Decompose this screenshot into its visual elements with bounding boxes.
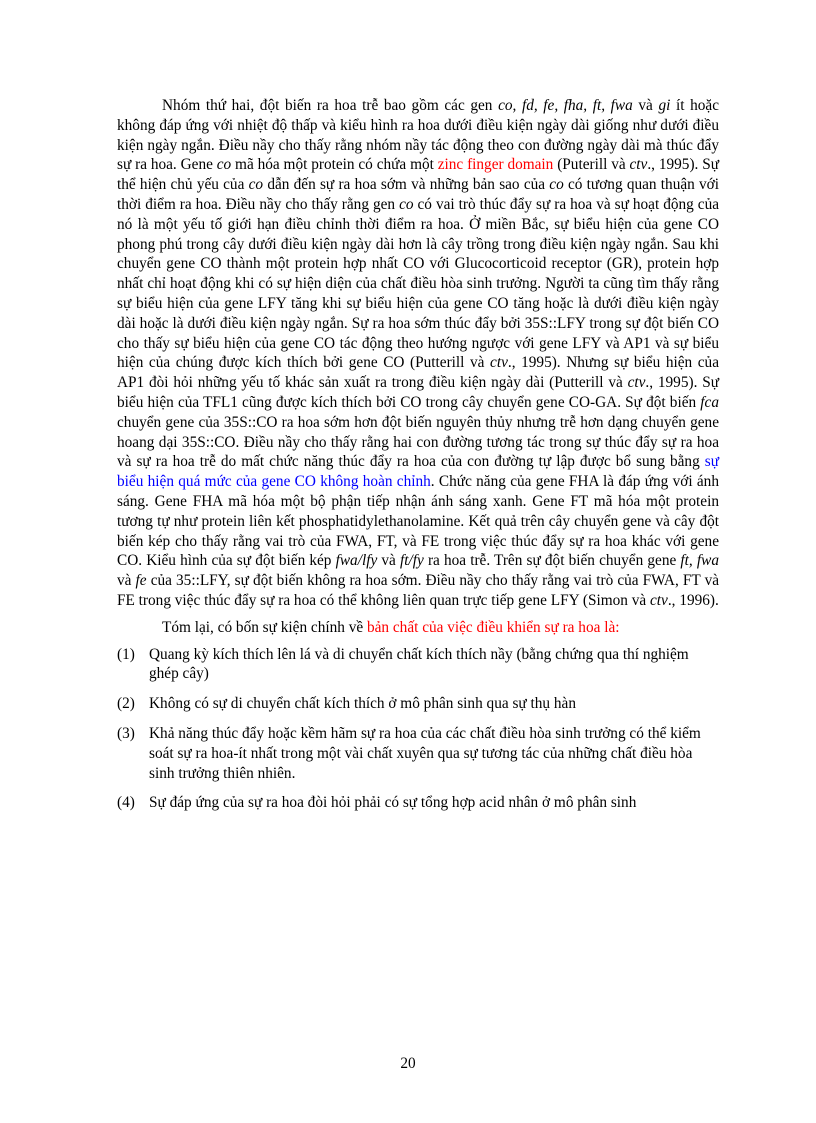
text-run: và <box>632 97 659 114</box>
gene-names-italic: co, fd, fe, fha, ft, fwa <box>498 97 633 114</box>
text-run: Nhóm thứ hai, đột biến ra hoa trễ bao gồm các gen <box>162 97 499 114</box>
text-run: ra hoa trễ. Trên sự đột biến chuyển gene <box>423 552 681 570</box>
text-run: của 35::LFY, sự đột biến không ra hoa sớm. Điều nầy cho thấy rằng vai trò của FWA, FT và FE trong việc thúc đẩy sự ra hoa có thể không liên quan trực tiếp gene LFY (Simon và <box>117 572 720 609</box>
summary-highlight: bản chất của việc điều khiển sự ra hoa là: <box>366 618 620 636</box>
text-run: dẫn đến sự ra hoa sớm và những bản sao của <box>263 176 550 194</box>
citation-ctv: ctv <box>627 374 646 392</box>
key-events-list <box>117 645 719 814</box>
text-run: ., 1995). Sự biểu hiện của TFL1 cũng được kích thích bởi CO trong cây chuyển gene CO-GA. Sự đột biến <box>117 374 719 411</box>
overexpression-highlight: sự biểu hiện quá mức của gene CO không hoàn chỉnh <box>117 453 719 491</box>
text-run: ., 1995). Sự thể hiện chủ yếu của <box>117 156 720 194</box>
list-item <box>117 724 719 783</box>
list-item <box>117 793 719 813</box>
gene-name-italic: co <box>399 195 414 213</box>
text-run: (Puterill và <box>553 156 630 174</box>
citation-ctv: ctv <box>650 591 668 609</box>
list-number: (3) <box>117 724 135 742</box>
text-run: chuyển gene của 35S::CO ra hoa sớm hơn đột biến nguyên thủy nhưng trễ hơn dạng chuyển gene hoang dại 35S::CO. Điều nầy cho thấy rằng hai con đường tương tác trong sự thúc đẩy sự ra hoa và sự ra hoa trễ do mất chức năng thúc đẩy ra hoa của con đường tự lập được bổ sung bằng <box>117 413 719 471</box>
list-number: (1) <box>117 645 135 663</box>
zinc-finger-domain-highlight: zinc finger domain <box>437 156 554 174</box>
text-run: có vai trò thúc đẩy sự ra hoa và sự hoạt động của nó là một yếu tố giới hạn điều chỉnh thời điểm ra hoa. Ở miền Bắc, sự biểu hiện của gene CO phong phú trong cây dưới điều kiện ngày dài hơn là cây trồng trong điều kiện ngày ngắn. Sau khi chuyển gene CO thành một protein hợp nhất CO với Glucocorticoid receptor (GR), protein hợp nhất chỉ hoạt động khi có sự hiện diện của chất điều hòa sinh trưởng. Người ta cũng tìm thấy rằng sự biểu hiện của gene LFY tăng khi sự biểu hiện của gene CO tăng hoặc là dưới điều kiện ngày dài hoặc là dưới điều kiện ngày ngắn. Sự ra hoa sớm thúc đẩy bởi 35S::LFY trong sự đột biến CO cho thấy sự biểu hiện của gene CO tác động theo hướng ngược với gene LFY và AP1 và sự biểu hiện của chúng được kích thích bởi gene CO (Putterill và <box>117 195 720 372</box>
list-number: (4) <box>117 794 135 812</box>
text-run: ., 1996). <box>667 591 719 609</box>
text-run: ít hoặc không đáp ứng với nhiệt độ thấp và kiểu hình ra hoa dưới điều kiện ngày dài giống như dưới điều kiện ngày ngắn. Điều nầy cho thấy rằng nhóm nầy tác động theo con đường ngày dài mà thúc đẩy sự ra hoa. Gene <box>117 97 719 174</box>
text-run: ., 1995). Nhưng sự biểu hiện của AP1 đòi hỏi những yếu tố khác sản xuất ra trong điều kiện ngày dài (Putterill và <box>117 354 719 392</box>
gene-name-italic: co <box>248 176 264 194</box>
citation-ctv: ctv <box>490 354 508 372</box>
list-item-text: Sự đáp ứng của sự ra hoa đòi hỏi phải có sự tổng hợp acid nhân ở mô phân sinh <box>149 794 637 812</box>
list-item-text: Khả năng thúc đẩy hoặc kềm hãm sự ra hoa của các chất điều hòa sinh trưởng có thể kiểm soát sự ra hoa-ít nhất trong một vài chất xuyên qua sự tương tác của những chất điều hòa sinh trưởng thiên nhiên. <box>149 724 701 782</box>
gene-name-italic: ft/fy <box>400 552 424 570</box>
list-item <box>117 694 719 714</box>
page-content <box>117 96 719 823</box>
paragraph-summary <box>117 618 719 638</box>
list-item-text: Không có sự di chuyển chất kích thích ở mô phân sinh qua sự thụ hàn <box>149 695 576 713</box>
text-run: có tương quan thuận với thời điểm ra hoa. Điều nầy cho thấy rằng gen <box>117 176 720 213</box>
gene-name-italic: fca <box>700 393 719 411</box>
text-run: mã hóa một protein có chứa một <box>231 156 438 174</box>
text-run: . Chức năng của gene FHA là đáp ứng với ánh sáng. Gene FHA mã hóa một bộ phận tiếp nhận ánh sáng xanh. Gene FT mã hóa một protein tương tự như protein liên kết phosphatidylethanolamine. Kết quả trên cây chuyển gene và cây đột biến kép cho thấy rằng vai trò của FWA, FT, và FE trong việc thúc đẩy sự ra hoa khác với gene CO. Kiểu hình của sự đột biến kép <box>117 473 719 570</box>
citation-ctv: ctv <box>629 156 648 174</box>
list-item-text: Quang kỳ kích thích lên lá và di chuyển chất kích thích nầy (bằng chứng qua thí nghiệm ghép cây) <box>149 645 689 683</box>
gene-name-italic: co <box>216 156 232 174</box>
page-number: 20 <box>400 1055 416 1072</box>
gene-name-italic: fwa/lfy <box>335 552 378 570</box>
gene-name-italic: co <box>549 176 564 194</box>
text-run: và <box>117 572 136 590</box>
gene-name-italic: gi <box>658 97 671 114</box>
gene-name-italic: fe <box>135 572 147 590</box>
text-run: Tóm lại, có bốn sự kiện chính về <box>162 618 367 636</box>
list-item <box>117 645 719 685</box>
paragraph-late-flowering-mutants <box>117 96 719 611</box>
text-run: và <box>377 552 400 570</box>
gene-names-italic: ft, fwa <box>680 552 719 570</box>
list-number: (2) <box>117 695 135 713</box>
